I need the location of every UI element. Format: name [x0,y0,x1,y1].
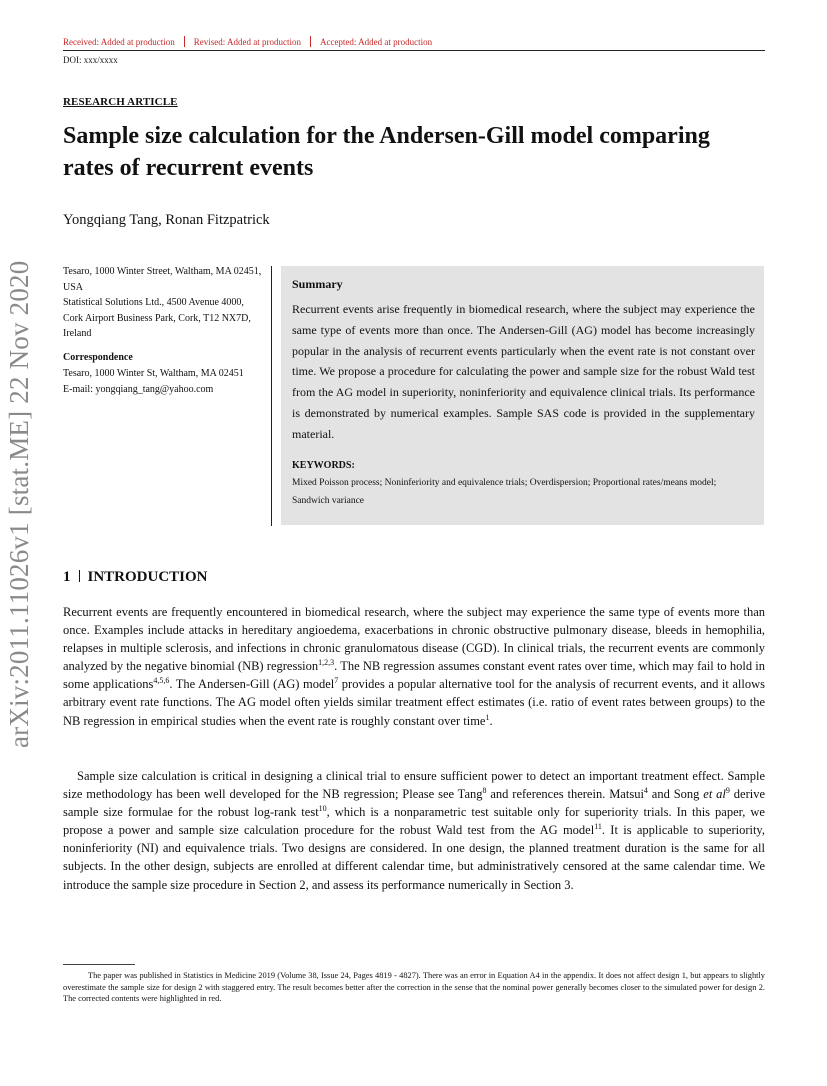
footnote: The paper was published in Statistics in Medicine 2019 (Volume 38, Issue 24, Pages 4819 - 4827). There was an error in Equation A4 in the appendix. It does not affect design 1, but appears to slightly overestimate the sample size for design 2 with staggered entry. The result becomes better after the correction in the sense that the nominal power generally becomes closer to the simulated power for design 2. The corrected contents were highlighted in red. [63,971,765,1003]
summary-text: Recurrent events arise frequently in biomedical research, where the subject may experience the same type of events more than once. The Andersen-Gill (AG) model has become increasingly popular in the analysis of recurrent events particularly when the event rate is not constant over time. We propose a procedure for calculating the power and sample size for the robust Wald test from the AG model in superiority, noninferiority and equivalence clinical trials. Its performance is demonstrated by numerical examples. Sample SAS code is provided in the supplementary material. [292,302,755,441]
citation: 4 [643,786,648,796]
section-heading [63,569,208,586]
citation: 8 [482,786,487,796]
correspondence-address: Tesaro, 1000 Winter St, Waltham, MA 02451 [63,368,244,379]
correspondence-heading: Correspondence [63,352,133,363]
correspondence-email: E-mail: yongqiang_tang@yahoo.com [63,383,214,395]
correspondence [63,366,268,397]
article-type: RESEARCH ARTICLE [63,96,178,108]
citation: 10 [318,804,327,814]
header-rule [63,50,765,51]
citation: 7 [334,676,339,686]
citation: 9 [725,786,730,796]
keywords: Mixed Poisson process; Noninferiority and equivalence trials; Overdispersion; Proportional rates/means model; Sandwich variance [292,478,717,506]
footnote-rule [63,964,135,965]
intro-paragraph-2: Sample size calculation is critical in designing a clinical trial to ensure sufficient power to detect an important treatment effect. Sample size methodology has been well developed for the NB regression; Please see Tang$^8$ and references therein. Matsui$^4$ and Song et $al^9$ derive sample size formulae for the robust log-rank test$^{10}$, which is a nonparametric test suitable only for superiority trials. In this paper, we propose a power and sample size calculation procedure for the robust Wald test from the AG model$^{11}$. It is applicable to superiority, noninferiority (NI) and equivalence trials. Two designs are considered. In one design, the planned treatment duration is the same for all subjects. In the other design, subjects are enrolled at different calendar time, but administratively censored at the same calendar time. We introduce the sample size procedure in Section 2, and assess its performance numerically in Section 3. [63,769,766,892]
affiliation-2: Statistical Solutions Ltd., 4500 Avenue 4000, Cork Airport Business Park, Cork, T12 NX7D, Ireland [63,297,251,339]
paper-title: Sample size calculation for the Andersen-Gill model comparing rates of recurrent events [63,123,710,181]
history-dates [63,36,432,47]
citation: 4,5,6 [153,676,170,686]
section-title: INTRODUCTION [87,569,208,585]
authors: Yongqiang Tang, Ronan Fitzpatrick [63,212,270,228]
citation: 1 [485,712,490,722]
column-divider [271,266,272,526]
received-date: Received: Added at production [63,37,175,47]
citation: 11 [594,822,602,832]
arxiv-identifier-stamp: arXiv:2011.11026v1 [stat.ME] 22 Nov 2020 [4,260,34,748]
revised-date: Revised: Added at production [193,37,301,47]
affiliation-1: Tesaro, 1000 Winter Street, Waltham, MA 02451, USA [63,266,262,293]
citation: 1,2,3 [318,658,335,668]
accepted-date: Accepted: Added at production [319,37,433,47]
doi: DOI: xxx/xxxx [63,55,118,65]
summary-heading: Summary [292,277,343,291]
section-number: 1 [63,569,71,585]
intro-paragraph-1: Recurrent events are frequently encountered in biomedical research, where the subject may experience the same type of events more than once. Examples include attacks in hereditary angioedema, exacerbations in chronic obstructive pulmonary disease, bleeds in hemophilia, relapses in multiple sclerosis, and infections in chronic granulomatous disease (CGD). In clinical trials, the recurrent events are commonly analyzed by the negative binomial (NB) regression$^{1,2,3}$. The NB regression assumes constant event rates over time, which may fail to hold in some applications$^{4,5,6}$. The Andersen-Gill (AG) model$^7$ provides a popular alternative tool for the analysis of recurrent events, and it allows arbitrary event rate functions. The AG model often yields similar treatment effect estimates (i.e. ratio of event rates between groups) to the NB regression in empirical studies when the event rate is roughly constant over time$^1$. [63,605,766,728]
affiliations [63,264,263,342]
keywords-heading: KEYWORDS: [292,460,355,471]
